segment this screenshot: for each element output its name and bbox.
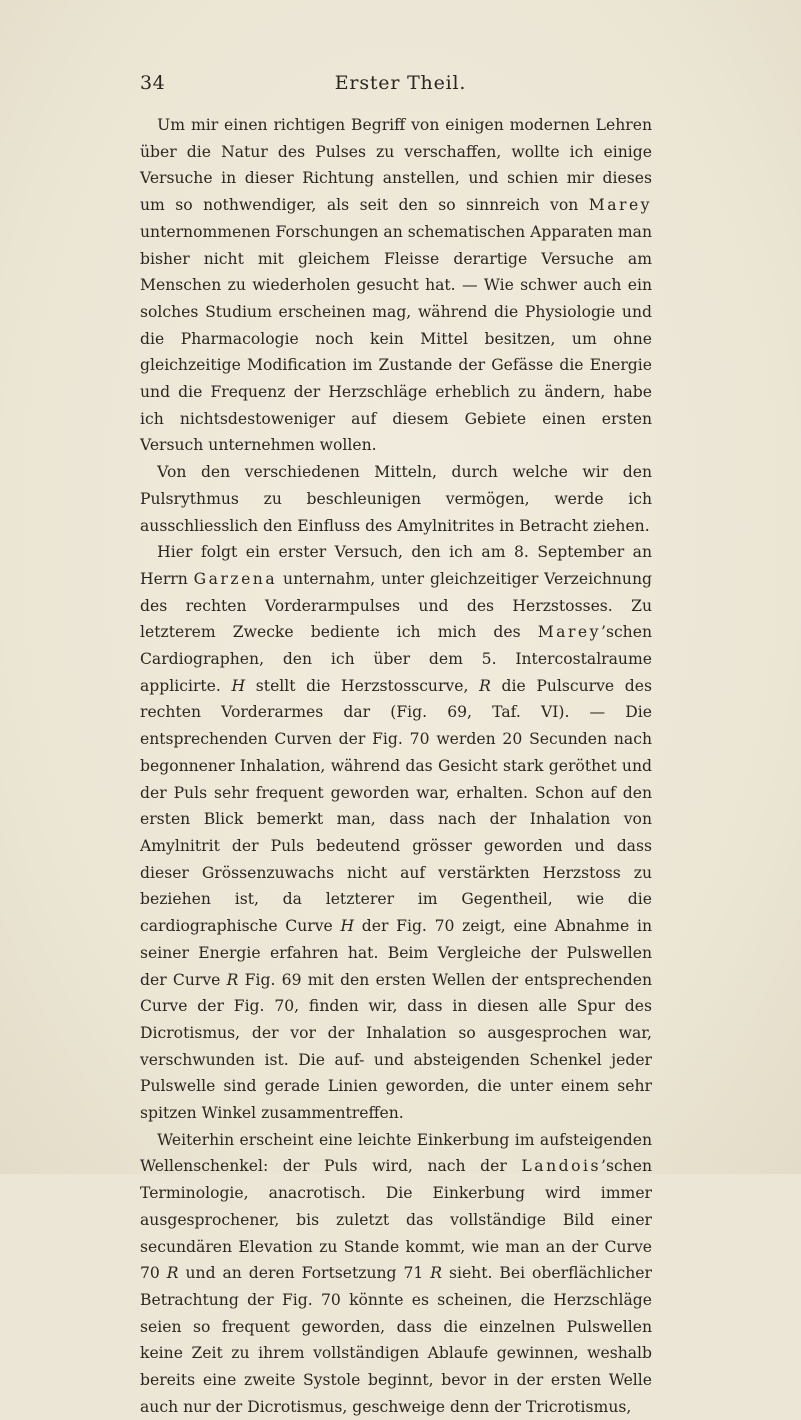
- text-run: ’schen Cardiographen, den ich über dem 5. Intercostalraume applicirte.: [140, 623, 652, 695]
- text-run: stellt die Herzstosscurve,: [245, 676, 480, 695]
- paragraph-2: [140, 459, 652, 539]
- page-number: 34: [140, 72, 166, 94]
- running-title: Erster Theil.: [334, 72, 467, 94]
- text-run: H: [340, 917, 355, 936]
- text-run: Von den verschiedenen Mitteln, durch welche wir den Pulsrythmus zu beschleunigen vermögen, werde ich ausschliesslich den Einfluss des Amylnitrites in Betracht ziehen.: [140, 463, 652, 535]
- text-run: Marey: [588, 196, 652, 215]
- text-run: Um mir einen richtigen Begriff von einigen modernen Lehren über die Natur des Pulses zu verschaffen, wollte ich einige Versuche in dieser Richtung anstellen, und schien mir dieses um so nothwendiger, als seit den so sinnreich von: [140, 116, 652, 215]
- text-run: Marey: [537, 623, 601, 642]
- running-head: [0, 72, 801, 96]
- paragraph-4: [140, 1127, 652, 1420]
- text-run: R: [226, 970, 239, 989]
- text-run: und an deren Fortsetzung 71: [178, 1264, 431, 1283]
- text-run: R: [166, 1264, 179, 1283]
- text-run: R: [479, 676, 491, 695]
- text-run: H: [231, 676, 246, 695]
- text-run: sieht. Bei oberflächlicher Betrachtung der Fig. 70 könnte es scheinen, die Herzschläge seien so frequent geworden, dass die einzelnen Pulswellen keine Zeit zu ihrem vollständigen Ablaufe gewinnen, weshalb bereits eine zweite Systole beginnt, bevor in der ersten Welle auch nur der Dicrotismus, geschweige denn der Tricrotismus,: [140, 1264, 652, 1416]
- text-run: R: [430, 1264, 443, 1283]
- paragraph-3: [140, 539, 652, 1126]
- text-run: die Pulscurve des rechten Vorderarmes dar (Fig. 69, Taf. VI). — Die entsprechenden Curven der Fig. 70 werden 20 Secunden nach begonnener Inhalation, während das Gesicht stark geröthet und der Puls sehr frequent geworden war, erhalten. Schon auf den ersten Blick bemerkt man, dass nach der Inhalation von Amylnitrit der Puls bedeutend grösser geworden und dass dieser Grössenzuwachs nicht auf verstärkten Herzstoss zu beziehen ist, da letzterer im Gegentheil, wie die cardiographische Curve: [140, 676, 652, 936]
- text-run: Garzena: [193, 569, 278, 588]
- text-run: ’schen Terminologie, anacrotisch. Die Einkerbung wird immer ausgesprochener, bis zuletzt das vollständige Bild einer secundären Elevation zu Stande kommt, wie man an der Curve 70: [140, 1157, 652, 1283]
- body-text: [140, 112, 652, 1420]
- text-run: Weiterhin erscheint eine leichte Einkerbung im aufsteigenden Wellenschenkel: der Puls wird, nach der: [140, 1130, 652, 1176]
- paragraph-1: [140, 112, 652, 459]
- text-run: Landois: [521, 1157, 601, 1176]
- text-run: Hier folgt ein erster Versuch, den ich am 8. September an Herrn: [140, 543, 652, 588]
- text-run: der Fig. 70 zeigt, eine Abnahme in seiner Energie erfahren hat. Beim Vergleiche der Pulswellen der Curve: [140, 917, 653, 989]
- text-run: Fig. 69 mit den ersten Wellen der entsprechenden Curve der Fig. 70, finden wir, dass in diesen alle Spur des Dicrotismus, der vor der Inhalation so ausgesprochen war, verschwunden ist. Die auf- und absteigenden Schenkel jeder Pulswelle sind gerade Linien geworden, die unter einem sehr spitzen Winkel zusammentreffen.: [140, 970, 652, 1123]
- text-run: unternommenen Forschungen an schematischen Apparaten man bisher nicht mit gleichem Fleisse derartige Versuche am Menschen zu wiederholen gesucht hat. — Wie schwer auch ein solches Studium erscheinen mag, während die Physiologie und die Pharmacologie noch kein Mittel besitzen, um ohne gleichzeitige Modification im Zustande der Gefässe die Energie und die Frequenz der Herzschläge erheblich zu ändern, habe ich nichtsdestoweniger auf diesem Gebiete einen ersten Versuch unternehmen wollen.: [140, 222, 652, 455]
- text-run: unternahm, unter gleichzeitiger Verzeichnung des rechten Vorderarmpulses und des Herzstosses. Zu letzterem Zwecke bediente ich mich des: [140, 569, 652, 642]
